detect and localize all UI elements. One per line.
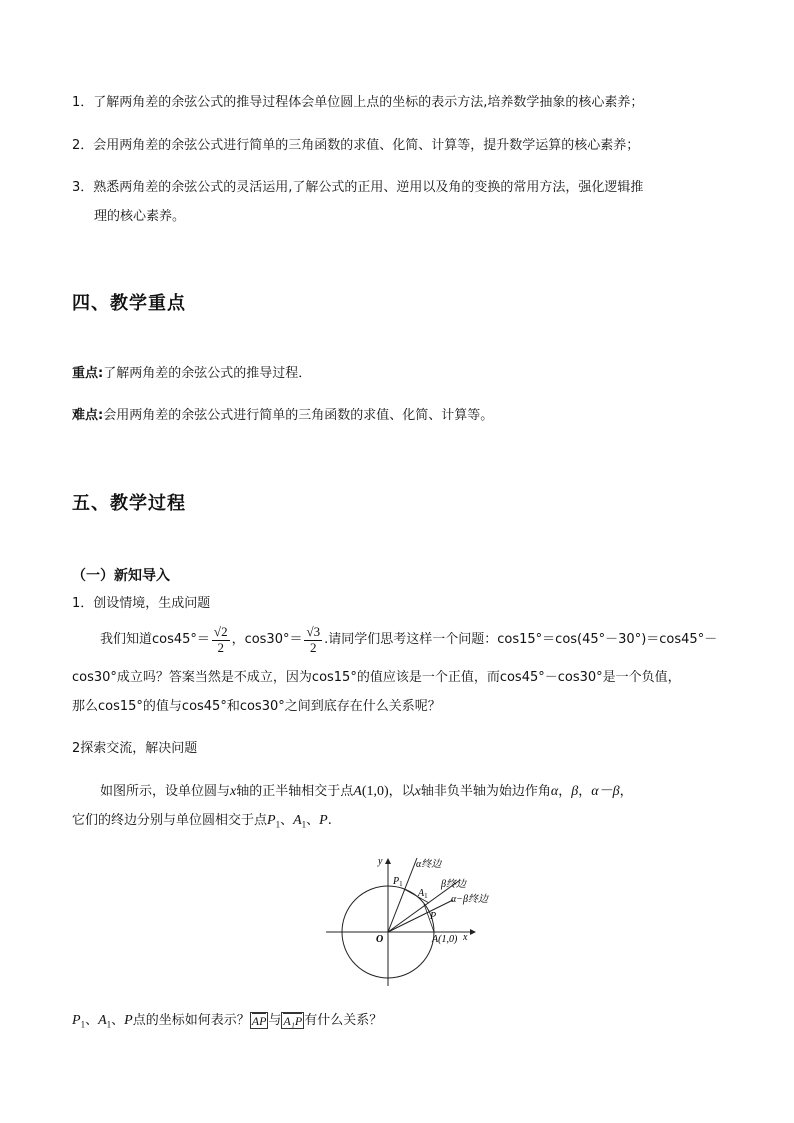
- var-alpha-minus-beta: α－β: [591, 784, 620, 799]
- fraction-1-numerator: 2: [221, 624, 228, 639]
- paragraph-1-line-1: [100, 622, 717, 658]
- fraction-sqrt2-over-2: $\frac{√2}{2}$: [213, 624, 228, 655]
- q-sep-2: 、: [111, 1013, 125, 1028]
- para2-line2-text: 它们的终边分别与单位圆相交于点: [72, 813, 268, 828]
- fraction-1-denominator: 2: [217, 640, 224, 655]
- alpha-minus-beta-terminal-side: [388, 900, 453, 932]
- para2-comma: ，: [558, 784, 572, 799]
- var-beta: β: [571, 784, 579, 799]
- paragraph-1-line-2: cos30°成立吗？答案当然是不成立，因为cos15°的值应该是一个正值，而cos45°－cos30°是一个负值，: [72, 670, 681, 685]
- label-A1: $A_1$: [418, 888, 428, 900]
- vector-AP: AP: [251, 1014, 267, 1028]
- difficult-point: [72, 406, 493, 426]
- subsection-title: （一）新知导入: [72, 568, 170, 584]
- question-text-end: 有什么关系？: [304, 1013, 383, 1028]
- alpha-terminal-side: [388, 858, 417, 932]
- key-point-label: 重点:: [72, 366, 104, 381]
- var-x-2: x: [414, 784, 421, 799]
- var-P1: P: [267, 813, 276, 828]
- var-alpha: α: [550, 784, 559, 799]
- objective-2: 2．会用两角差的余弦公式进行简单的三角函数的求值、化简、计算等，提升数学运算的核心素养；: [72, 138, 640, 153]
- key-point-text: 了解两角差的余弦公式的推导过程．: [103, 366, 312, 381]
- label-alpha-minus-beta-terminal: α−β终边: [451, 894, 488, 905]
- para2-text-c: ，以: [388, 784, 415, 799]
- var-A1: A: [293, 813, 302, 828]
- label-alpha-terminal: α终边: [416, 859, 442, 870]
- q-var-A1: A: [98, 1013, 107, 1028]
- label-x: x: [463, 932, 468, 943]
- fraction-2-denominator: 2: [310, 640, 317, 655]
- label-P1: $P_1$: [393, 876, 403, 888]
- paragraph-2-line-1: [100, 782, 633, 802]
- paragraph-1-line-3: 那么cos15°的值与cos45°和cos30°之间到底存在什么关系呢？: [72, 699, 441, 714]
- objective-3-cont: 理的核心素养。: [94, 209, 186, 224]
- para1-text-b: ，cos30°＝: [231, 632, 303, 647]
- question-text-a: 点的坐标如何表示？: [132, 1013, 250, 1028]
- sub-1: 1: [275, 819, 281, 830]
- label-y: y: [378, 856, 383, 867]
- para1-text-c: .请同学们思考这样一个问题：cos15°＝cos(45°－30°)＝cos45°－: [324, 632, 718, 647]
- para1-text-a: 我们知道cos45°＝: [100, 632, 210, 647]
- q-var-P: P: [124, 1013, 133, 1028]
- sub-1b: 1: [301, 819, 307, 830]
- key-point: [72, 364, 311, 384]
- section-5-title: 五、教学过程: [72, 493, 186, 514]
- objective-3: 3．熟悉两角差的余弦公式的灵活运用,了解公式的正用、逆用以及角的变换的常用方法，强化逻辑推: [72, 180, 644, 195]
- q-var-P1: P: [72, 1013, 81, 1028]
- para2-text-d: 轴非负半轴为始边作角: [420, 784, 551, 799]
- unit-circle-figure: [320, 852, 500, 988]
- step-1-title: 1．创设情境，生成问题: [72, 596, 211, 611]
- difficult-point-label: 难点:: [72, 408, 104, 423]
- fraction-sqrt3-over-2: $\frac{√3}{2}$: [306, 624, 321, 655]
- q-sub-1b: 1: [106, 1019, 112, 1030]
- label-A-1-0: A(1,0): [432, 934, 458, 945]
- fraction-2-numerator: 3: [313, 624, 321, 639]
- objective-1: 1．了解两角差的余弦公式的推导过程体会单位圆上点的坐标的表示方法,培养数学抽象的核心素养；: [72, 95, 644, 110]
- var-P: P: [319, 813, 328, 828]
- difficult-point-text: 会用两角差的余弦公式进行简单的三角函数的求值、化简、计算等。: [103, 408, 494, 423]
- var-A: A: [353, 784, 362, 799]
- x-axis-arrow: [470, 929, 476, 935]
- paragraph-2-line-2: [72, 811, 332, 835]
- question-text-mid: 与: [268, 1013, 282, 1028]
- para2-text-e: ，: [619, 784, 633, 799]
- sep-2: 、: [306, 813, 320, 828]
- para2-comma-2: ，: [578, 784, 592, 799]
- y-axis-arrow: [385, 858, 391, 864]
- q-sub-1: 1: [80, 1019, 86, 1030]
- period: .: [327, 813, 332, 828]
- label-beta-terminal: β终边: [441, 879, 466, 890]
- var-x: x: [230, 784, 237, 799]
- section-4-title: 四、教学重点: [72, 293, 186, 314]
- label-P: P: [430, 911, 437, 922]
- coord-1-0: (1,0): [361, 784, 389, 799]
- para2-text-a: 如图所示，设单位圆与: [100, 784, 231, 799]
- q-sep-1: 、: [85, 1013, 99, 1028]
- para2-text-b: 轴的正半轴相交于点: [236, 784, 354, 799]
- step-2-title: 2探索交流，解决问题: [72, 741, 198, 756]
- label-O: O: [376, 934, 384, 945]
- vector-A1P: A₁P: [283, 1014, 303, 1028]
- sep-1: 、: [280, 813, 294, 828]
- question-line: [72, 1011, 382, 1035]
